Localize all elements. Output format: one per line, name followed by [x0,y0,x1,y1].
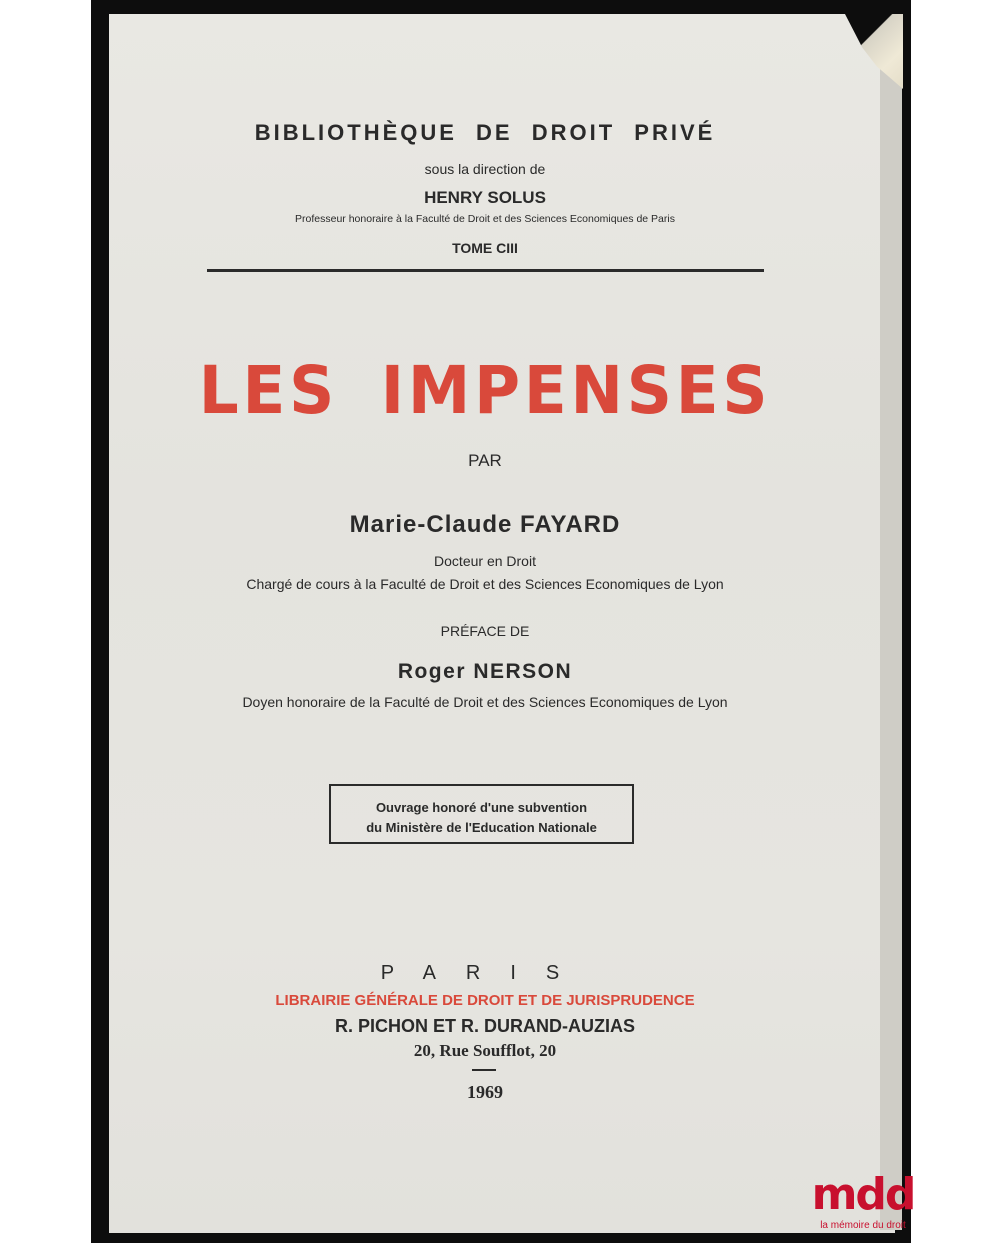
notice-line-1: Ouvrage honoré d'une subvention [375,800,588,815]
preface-author-role: Doyen honoraire de la Faculté de Droit et des Sciences Economiques de Lyon [242,694,728,710]
series-director: HENRY SOLUS [424,188,546,207]
subsidy-notice-box [329,784,634,844]
publisher-name: LIBRAIRIE GÉNÉRALE DE DROIT ET DE JURISPRUDENCE [275,992,695,1009]
publication-year: 1969 [467,1082,503,1102]
author-name: Marie-Claude FAYARD [349,511,621,538]
notice-line-2: du Ministère de l'Education Nationale [366,820,597,835]
direction-label: sous la direction de [424,161,546,177]
preface-label: PRÉFACE DE [440,623,530,639]
tome-number: TOME CIII [452,240,518,256]
preface-author: Roger NERSON [397,660,573,683]
publisher-address: 20, Rue Soufflot, 20 [413,1041,557,1060]
author-degree: Docteur en Droit [434,553,536,569]
mdd-logo [808,1170,918,1240]
printers-name: R. PICHON ET R. DURAND-AUZIAS [335,1016,635,1036]
book-title: LES IMPENSES [198,352,772,429]
title-divider [207,269,764,272]
by-label: PAR [468,451,502,470]
year-divider [472,1069,496,1071]
logo-mark: mdd [811,1169,915,1220]
logo-tagline: la mémoire du droit [820,1220,906,1231]
publication-city: PARIS [380,962,590,984]
director-role: Professeur honoraire à la Faculté de Droit et des Sciences Economiques de Paris [295,213,675,225]
author-role: Chargé de cours à la Faculté de Droit et des Sciences Economiques de Lyon [246,576,724,592]
series-title: BIBLIOTHÈQUE DE DROIT PRIVÉ [254,120,716,145]
